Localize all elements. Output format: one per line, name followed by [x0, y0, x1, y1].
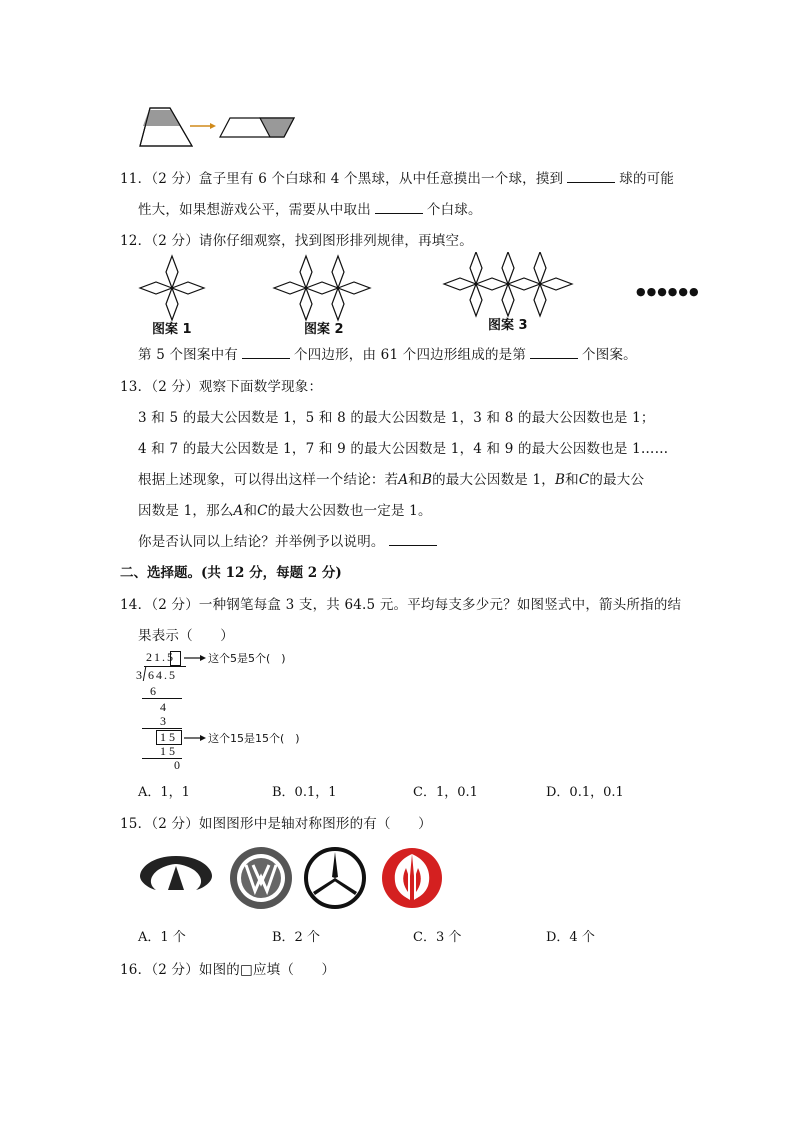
question-12-text: 12．（2 分）请你仔细观察，找到图形排列规律，再填空。	[120, 233, 473, 249]
pattern-3-label: 图案 3	[488, 318, 528, 333]
pattern-1-label: 图案 1	[152, 322, 192, 337]
trapezoid-transform-figure	[138, 104, 298, 150]
question-13-conclusion-1: 根据上述现象，可以得出这样一个结论：若A和B的最大公因数是 1，B和C的最大公	[138, 472, 645, 488]
option-c[interactable]: C．1，0.1	[413, 785, 478, 800]
note-1: 这个5是5个( )	[208, 652, 286, 665]
question-14-line1: 14．（2 分）一种钢笔每盒 3 支，共 64.5 元。平均每支多少元？如图竖式中，箭头所指的结	[120, 597, 682, 613]
answer-blank[interactable]	[530, 357, 578, 359]
option-b[interactable]: B．2 个	[272, 930, 320, 945]
question-16-text: 16．（2 分）如图的□应填（ ）	[120, 962, 336, 978]
dongfeng-logo-icon	[380, 846, 444, 910]
divisor: 3	[136, 668, 142, 682]
question-11-line2: 性大，如果想游戏公平，需要从中取出 个白球。	[138, 202, 482, 218]
answer-blank[interactable]	[389, 544, 437, 546]
note-2: 这个15是15个( )	[208, 732, 300, 745]
answer-blank[interactable]	[375, 212, 423, 214]
quotient: 21.5	[146, 650, 175, 664]
option-d[interactable]: D．0.1，0.1	[546, 785, 624, 800]
ellipsis-dots: ●●●●●●	[636, 285, 700, 298]
answer-blank[interactable]	[567, 181, 615, 183]
question-14-line2: 果表示（ ）	[138, 628, 234, 644]
option-c[interactable]: C．3 个	[413, 930, 462, 945]
section-2-heading: 二、选择题。(共 12 分，每题 2 分)	[120, 565, 342, 581]
question-13-prompt: 你是否认同以上结论？并举例予以说明。	[138, 530, 441, 550]
quotient-box	[170, 651, 181, 666]
question-13-observation-2: 4 和 7 的最大公因数是 1，7 和 9 的最大公因数是 1，4 和 9 的最大公因数也是 1……	[138, 441, 669, 457]
mercedes-logo-icon	[304, 847, 366, 909]
option-a[interactable]: A．1 个	[138, 930, 186, 945]
question-13-conclusion-2: 因数是 1，那么A和C的最大公因数也一定是 1。	[138, 503, 432, 519]
pattern-2-label: 图案 2	[304, 322, 344, 337]
arrow-icon	[184, 734, 206, 742]
question-11-line1: 11．（2 分）盒子里有 6 个白球和 4 个黑球，从中任意摸出一个球，摸到 球的可能	[120, 171, 675, 187]
long-division-figure: 21.5 这个5是5个( ) 3 64.5 6 4 3 15 这个15是15个( ) 15 0	[136, 650, 300, 772]
option-a[interactable]: A．1，1	[138, 785, 190, 800]
question-15-text: 15．（2 分）如图图形中是轴对称图形的有（ ）	[120, 816, 432, 832]
answer-blank[interactable]	[242, 357, 290, 359]
question-12-fill-line: 第 5 个图案中有 个四边形，由 61 个四边形组成的是第 个图案。	[138, 347, 637, 363]
option-b[interactable]: B．0.1，1	[272, 785, 337, 800]
volkswagen-logo-icon	[228, 845, 294, 911]
remainder-box	[156, 730, 182, 745]
arrow-icon	[184, 654, 206, 662]
dividend: 64.5	[148, 668, 177, 682]
question-13-text: 13．（2 分）观察下面数学现象：	[120, 379, 323, 395]
infiniti-logo-icon	[138, 852, 214, 896]
question-13-observation-1: 3 和 5 的最大公因数是 1，5 和 8 的最大公因数是 1，3 和 8 的最大公因数也是 1；	[138, 410, 655, 426]
option-d[interactable]: D．4 个	[546, 930, 595, 945]
rhombus-pattern-figure	[136, 252, 716, 332]
